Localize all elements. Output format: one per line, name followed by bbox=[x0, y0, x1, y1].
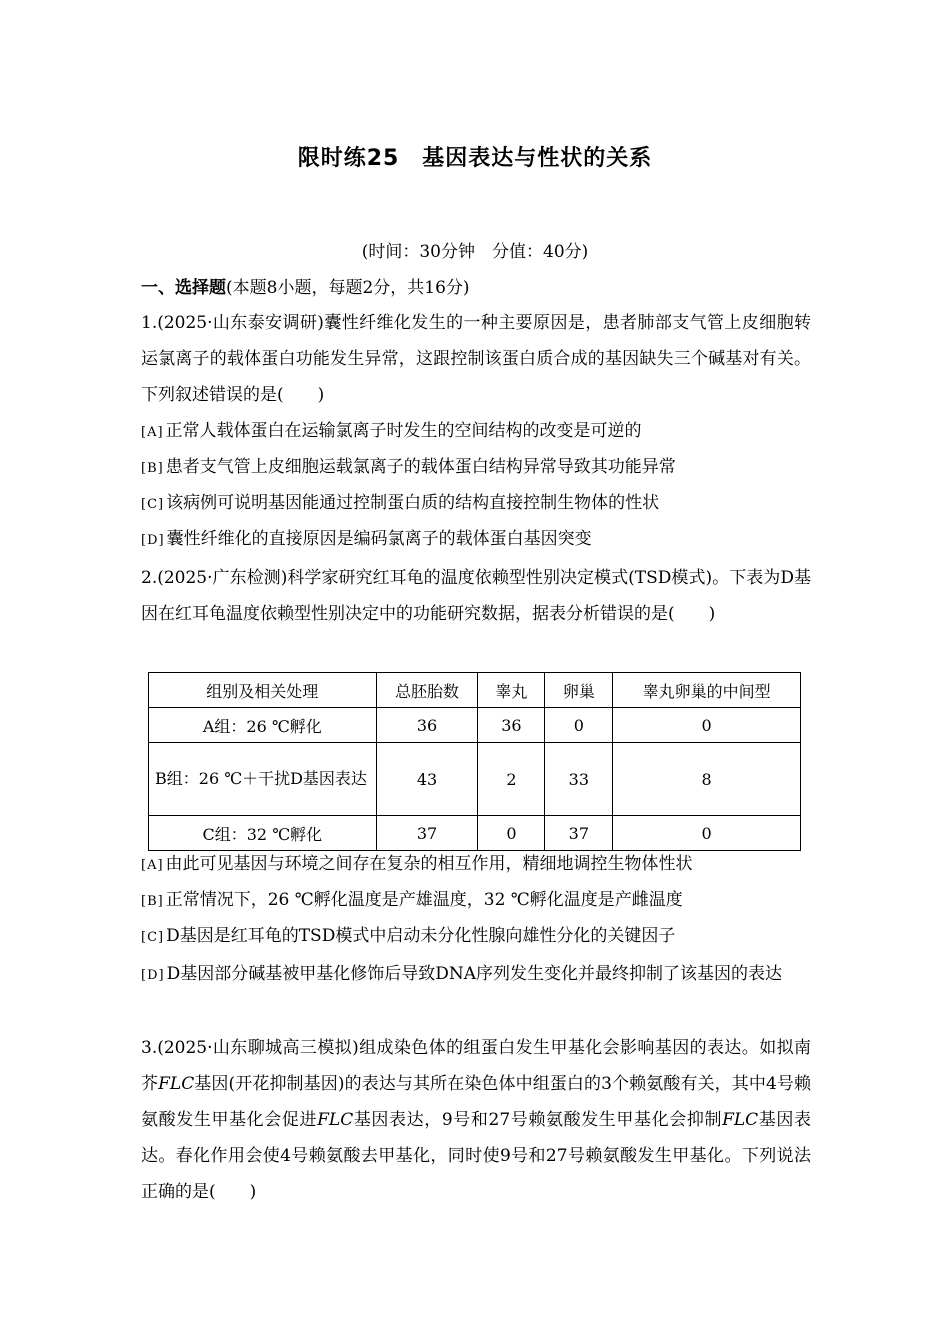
table-cell: 43 bbox=[376, 743, 478, 816]
table-cell: B组：26 ℃＋干扰D基因表达 bbox=[149, 743, 377, 816]
table-cell: 33 bbox=[545, 743, 613, 816]
question-1-option-d[interactable] bbox=[141, 521, 811, 559]
option-text: 正常人载体蛋白在运输氯离子时发生的空间结构的改变是可逆的 bbox=[165, 421, 642, 441]
option-text: 患者支气管上皮细胞运载氯离子的载体蛋白结构异常导致其功能异常 bbox=[165, 457, 676, 477]
table-cell: 0 bbox=[545, 708, 613, 743]
table-cell: 2 bbox=[478, 743, 545, 816]
option-mark: [C] bbox=[141, 930, 165, 945]
table-cell: 8 bbox=[613, 743, 801, 816]
question-3-stem-part-4: 基因表达。春化作用会使4号赖氨酸去甲基化，同时使9号和27号赖氨酸发生甲基化。下列说法正确的是( ) bbox=[141, 1110, 812, 1202]
question-3-stem bbox=[141, 1030, 811, 1210]
gene-name: FLC bbox=[317, 1110, 354, 1130]
gene-name: FLC bbox=[158, 1074, 195, 1094]
question-2-option-b[interactable] bbox=[141, 882, 811, 920]
question-1-option-c[interactable] bbox=[141, 485, 811, 523]
table-cell: 36 bbox=[376, 708, 478, 743]
data-table bbox=[148, 672, 801, 851]
table-cell: 0 bbox=[613, 816, 801, 851]
table-cell: 37 bbox=[545, 816, 613, 851]
question-2-option-a[interactable] bbox=[141, 846, 811, 884]
section-heading bbox=[141, 273, 470, 298]
table-cell: 36 bbox=[478, 708, 545, 743]
question-1-stem: 1.(2025·山东泰安调研)囊性纤维化发生的一种主要原因是，患者肺部支气管上皮细胞转运氯离子的载体蛋白功能发生异常，这跟控制该蛋白质合成的基因缺失三个碱基对有关。下列叙述错误的是( ) bbox=[141, 313, 811, 405]
option-mark: [D] bbox=[141, 968, 165, 983]
time-score-info: (时间：30分钟 分值：40分) bbox=[361, 242, 589, 262]
option-text: D基因部分碱基被甲基化修饰后导致DNA序列发生变化并最终抑制了该基因的表达 bbox=[166, 964, 782, 984]
table-row bbox=[149, 743, 801, 816]
option-text: 囊性纤维化的直接原因是编码氯离子的载体蛋白基因突变 bbox=[166, 529, 592, 549]
page-title: 限时练25 基因表达与性状的关系 bbox=[297, 146, 653, 171]
option-mark: [D] bbox=[141, 533, 165, 548]
question-1-option-b[interactable] bbox=[141, 449, 811, 487]
option-text: 由此可见基因与环境之间存在复杂的相互作用，精细地调控生物体性状 bbox=[165, 854, 693, 874]
table-cell: 0 bbox=[478, 816, 545, 851]
section-note: (本题8小题，每题2分，共16分) bbox=[226, 278, 470, 298]
table-header-cell: 组别及相关处理 bbox=[149, 673, 377, 708]
question-2-option-c[interactable] bbox=[141, 918, 811, 956]
table-cell: A组：26 ℃孵化 bbox=[149, 708, 377, 743]
gene-name: FLC bbox=[722, 1110, 759, 1130]
question-2-stem: 2.(2025·广东检测)科学家研究红耳龟的温度依赖型性别决定模式(TSD模式)。下表为D基因在红耳龟温度依赖型性别决定中的功能研究数据，据表分析错误的是( ) bbox=[141, 568, 811, 624]
option-text: 该病例可说明基因能通过控制蛋白质的结构直接控制生物体的性状 bbox=[166, 493, 660, 513]
option-text: 正常情况下，26 ℃孵化温度是产雄温度，32 ℃孵化温度是产雌温度 bbox=[165, 890, 683, 910]
table-header-cell: 睾丸 bbox=[478, 673, 545, 708]
table-header-cell: 总胚胎数 bbox=[376, 673, 478, 708]
option-mark: [B] bbox=[141, 461, 164, 476]
question-3-stem-part-1: 3.(2025·山东聊城高三模拟)组成染色体的组蛋白发生甲基化会影响基因的表达。如拟南芥 bbox=[141, 1038, 811, 1094]
option-mark: [A] bbox=[141, 858, 164, 873]
question-3-stem-part-3: 基因表达，9号和27号赖氨酸发生甲基化会抑制 bbox=[353, 1110, 723, 1130]
option-mark: [C] bbox=[141, 497, 165, 512]
question-2-option-d[interactable] bbox=[141, 956, 811, 994]
option-mark: [A] bbox=[141, 425, 164, 440]
question-1-option-a[interactable] bbox=[141, 413, 811, 451]
option-text: D基因是红耳龟的TSD模式中启动未分化性腺向雄性分化的关键因子 bbox=[166, 926, 676, 946]
table-header-cell: 睾丸卵巢的中间型 bbox=[613, 673, 801, 708]
table-header-cell: 卵巢 bbox=[545, 673, 613, 708]
table-row bbox=[149, 708, 801, 743]
table-header-row bbox=[149, 673, 801, 708]
option-mark: [B] bbox=[141, 894, 164, 909]
question-3-stem-part-2: 基因(开花抑制基因)的表达与其所在染色体中组蛋白的3个赖氨酸有关，其中4号赖氨酸发生甲基化会促进 bbox=[141, 1074, 811, 1130]
table-cell: 0 bbox=[613, 708, 801, 743]
table-cell: 37 bbox=[376, 816, 478, 851]
section-label: 一、选择题 bbox=[141, 278, 226, 298]
table-cell: C组：32 ℃孵化 bbox=[149, 816, 377, 851]
